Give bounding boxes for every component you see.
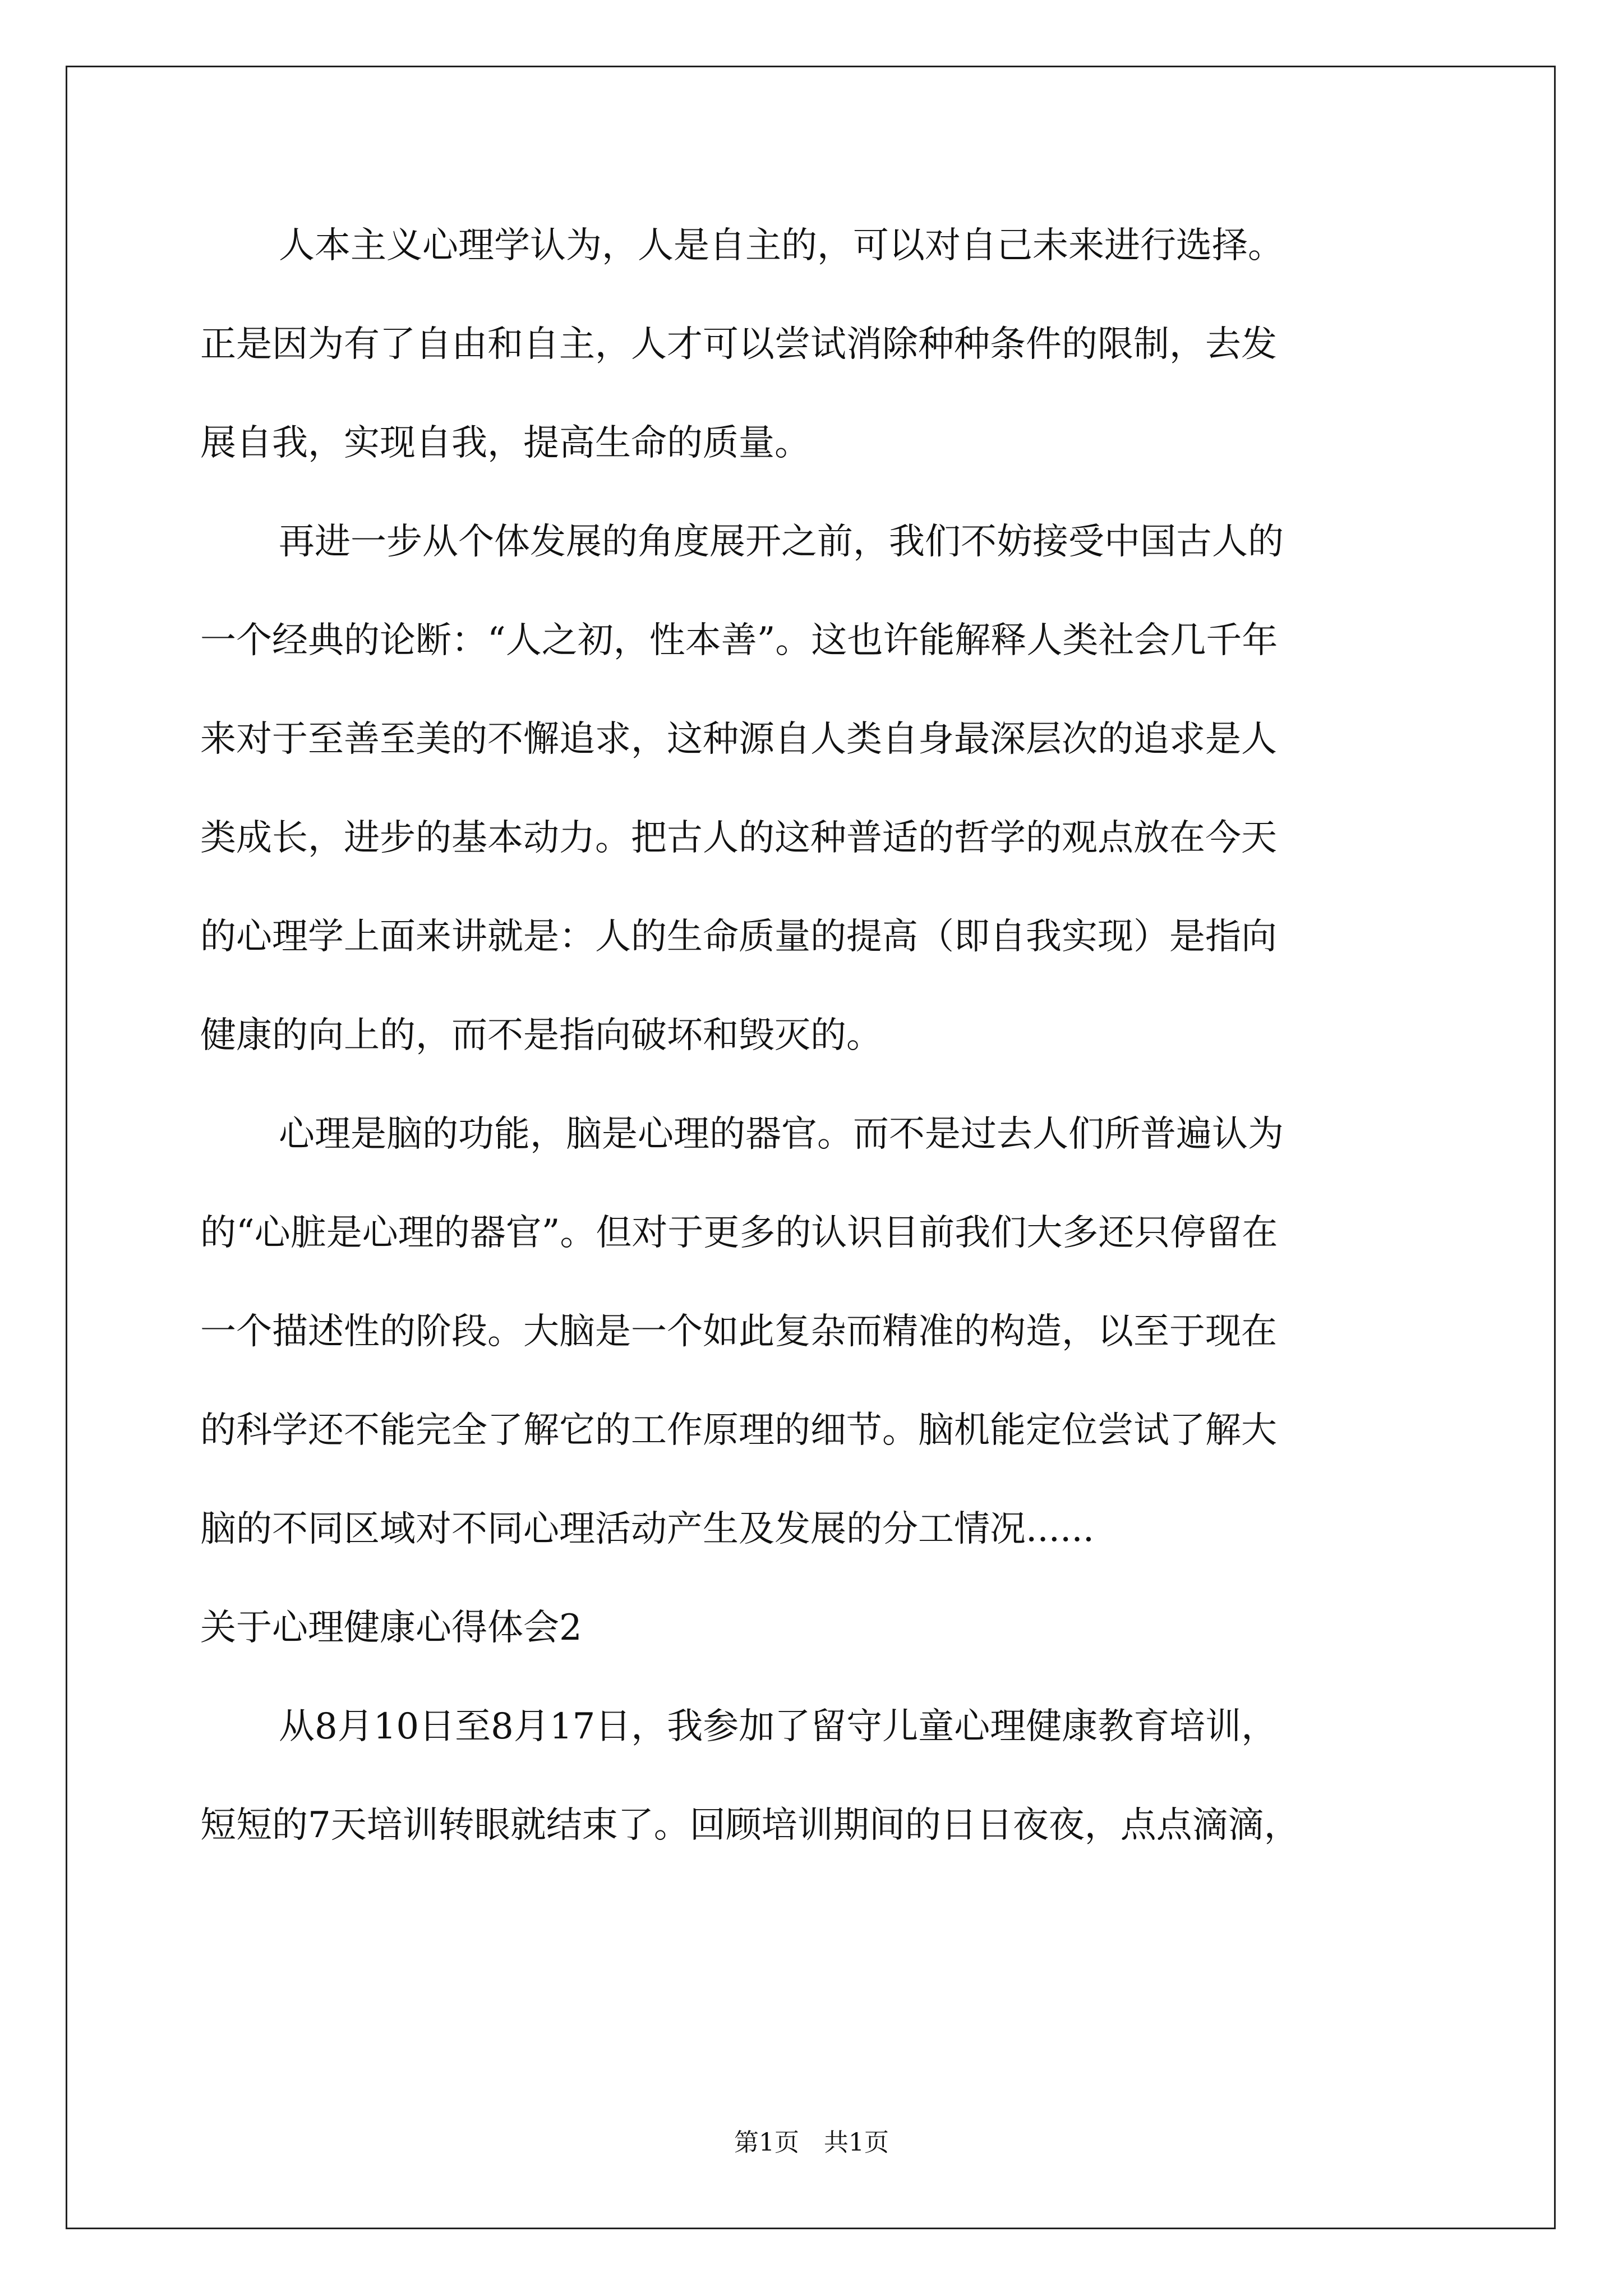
paragraph-line: 短短的7天培训转眼就结束了。回顾培训期间的日日夜夜，点点滴滴， xyxy=(200,1805,1300,1846)
paragraph-line: 来对于至善至美的不懈追求，这种源自人类自身最深层次的追求是人 xyxy=(200,719,1277,760)
paragraph-line: 类成长，进步的基本动力。把古人的这种普适的哲学的观点放在今天 xyxy=(200,817,1277,859)
paragraph-line: 正是因为有了自由和自主，人才可以尝试消除种种条件的限制，去发 xyxy=(200,324,1277,365)
paragraph-line: 脑的不同区域对不同心理活动产生及发展的分工情况...... xyxy=(200,1508,1095,1550)
paragraph-line: 健康的向上的，而不是指向破坏和毁灭的。 xyxy=(200,1015,882,1056)
paragraph-line: 从8月10日至8月17日，我参加了留守儿童心理健康教育培训， xyxy=(279,1706,1278,1747)
section-heading: 关于心理健康心得体会2 xyxy=(200,1607,582,1649)
paragraph-line: 一个描述性的阶段。大脑是一个如此复杂而精准的构造，以至于现在 xyxy=(200,1311,1277,1352)
paragraph-line: 展自我，实现自我，提高生命的质量。 xyxy=(200,422,810,464)
paragraph-line: 心理是脑的功能，脑是心理的器官。而不是过去人们所普遍认为 xyxy=(279,1114,1284,1155)
paragraph-line: 的科学还不能完全了解它的工作原理的细节。脑机能定位尝试了解大 xyxy=(200,1410,1277,1451)
paragraph-line: 一个经典的论断：“人之初，性本善”。这也许能解释人类社会几千年 xyxy=(200,620,1278,661)
paragraph-line: 人本主义心理学认为，人是自主的，可以对自己未来进行选择。 xyxy=(279,225,1284,266)
paragraph-line: 的“心脏是心理的器官”。但对于更多的认识目前我们大多还只停留在 xyxy=(200,1212,1278,1254)
paragraph-line: 的心理学上面来讲就是：人的生命质量的提高（即自我实现）是指向 xyxy=(200,916,1277,958)
paragraph-line: 再进一步从个体发展的角度展开之前，我们不妨接受中国古人的 xyxy=(279,521,1284,563)
page-footer: 第1页 共1页 xyxy=(734,2128,889,2157)
